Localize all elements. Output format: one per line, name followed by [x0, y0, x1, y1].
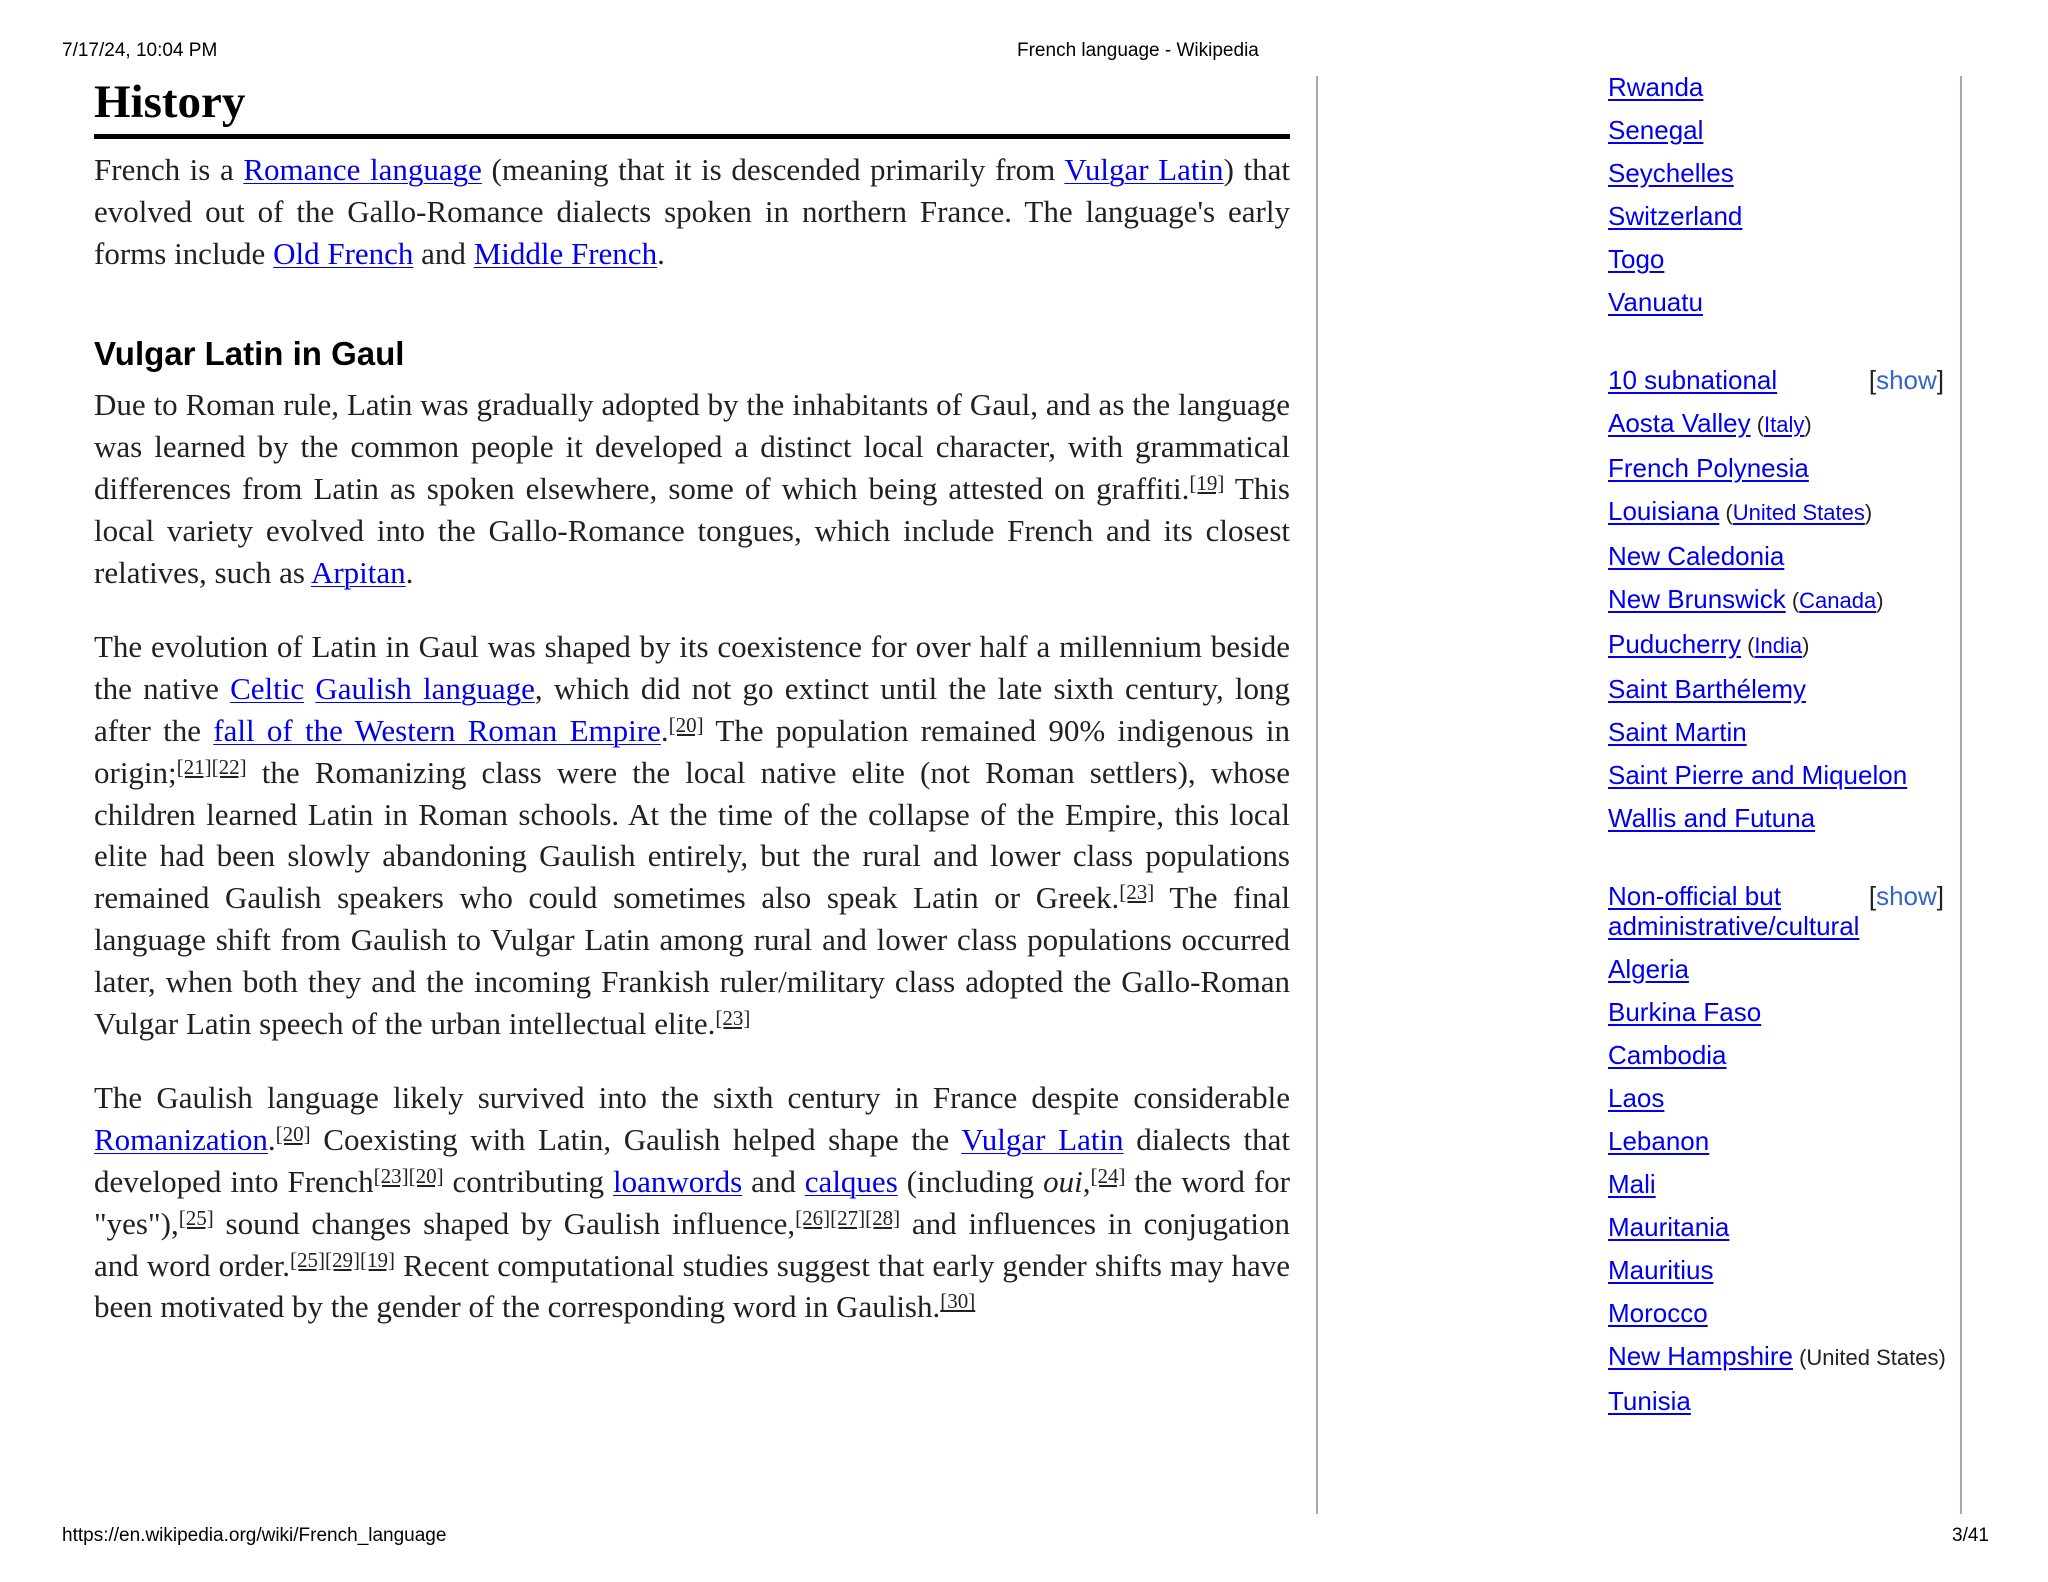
- list-item: [1608, 954, 1948, 984]
- list-item: [1608, 1298, 1948, 1328]
- subnational-link[interactable]: 10 subnational: [1608, 365, 1778, 395]
- text: the word for "yes"),: [94, 1163, 1290, 1241]
- list-item: [1608, 803, 1948, 833]
- country-link[interactable]: Switzerland: [1608, 201, 1743, 231]
- region-link[interactable]: French Polynesia: [1608, 453, 1809, 483]
- bracket-text: [: [1868, 365, 1877, 395]
- text: , which did not go extinct until the late sixth century, long after the: [94, 671, 1291, 748]
- list-item: [1608, 287, 1948, 317]
- citation-link[interactable]: [19]: [360, 1247, 396, 1272]
- nonofficial-link[interactable]: Non-official but administrative/cultural: [1608, 881, 1860, 941]
- region-link[interactable]: Puducherry: [1608, 629, 1741, 659]
- paren-text: (: [1740, 633, 1755, 658]
- list-item: [1608, 760, 1948, 790]
- citation-link[interactable]: [24]: [1090, 1163, 1126, 1188]
- text: the Romanizing class were the local native elite (not Roman settlers), whose children learned Latin in Roman schools. At the time of the collapse of the Empire, this local elite had been slowly abandoning Gaulish entirely, but the rural and lower class populations remained Gaulish speakers who could sometimes also speak Latin or Greek.: [94, 754, 1290, 916]
- text: The final language shift from Gaulish to Vulgar Latin among rural and lower class populations occurred later, when both they and the incoming Frankish ruler/military class adopted the Gallo-Roman Vulgar Latin speech of the urban intellectual elite.: [94, 880, 1290, 1041]
- country-link[interactable]: Vanuatu: [1608, 287, 1703, 317]
- citation-link[interactable]: [20]: [668, 712, 704, 737]
- link-celtic[interactable]: Celtic: [230, 671, 305, 707]
- country-link[interactable]: Burkina Faso: [1608, 997, 1762, 1027]
- list-item: [1608, 1341, 1948, 1373]
- link-calques[interactable]: calques: [804, 1163, 898, 1199]
- text: French is a: [94, 152, 244, 187]
- text: and: [742, 1163, 805, 1199]
- text: This local variety evolved into the Gallo-Romance tongues, which include French and its closest relatives, such as: [94, 470, 1290, 590]
- print-page-title: French language - Wikipedia: [1017, 40, 1259, 61]
- text: .: [660, 712, 669, 748]
- print-page-number: 3/41: [1952, 1525, 1989, 1546]
- citation-link[interactable]: [25]: [178, 1205, 214, 1230]
- paren-text: (: [1785, 588, 1800, 613]
- text: and: [413, 235, 474, 271]
- list-item: [1608, 541, 1948, 571]
- region-note: [1719, 500, 1872, 525]
- country-link[interactable]: Togo: [1608, 244, 1665, 274]
- citation-link[interactable]: [23]: [715, 1005, 751, 1030]
- text: Due to Roman rule, Latin was gradually adopted by the inhabitants of Gaul, and as the language was learned by the common people it developed a distinct local character, with grammatical differences from Latin as spoken elsewhere, some of which being attested on graffiti.: [94, 387, 1290, 506]
- list-item: [1608, 453, 1948, 483]
- list-item: [1608, 201, 1948, 231]
- region-note: [1751, 412, 1812, 437]
- section-heading-history: History: [94, 72, 1290, 139]
- spacer: [1608, 846, 1948, 881]
- country-link[interactable]: Mali: [1608, 1169, 1656, 1199]
- citation-link[interactable]: [29]: [325, 1247, 361, 1272]
- list-item: [1608, 496, 1948, 528]
- list-item: [1608, 1169, 1948, 1199]
- list-item: [1608, 1386, 1948, 1416]
- paragraph-intro: [94, 149, 1290, 274]
- link-romance-language[interactable]: Romance language: [243, 152, 482, 187]
- country-link[interactable]: United States: [1732, 500, 1865, 525]
- italic-term: oui: [1043, 1163, 1083, 1199]
- citation-link[interactable]: [30]: [940, 1289, 976, 1314]
- text: dialects that developed into French: [94, 1122, 1290, 1199]
- list-item: [1608, 244, 1948, 274]
- nonofficial-header: [1608, 881, 1948, 941]
- text: and influences in conjugation and word order.: [94, 1205, 1290, 1283]
- region-link[interactable]: Wallis and Futuna: [1608, 803, 1816, 833]
- country-link[interactable]: Canada: [1799, 588, 1877, 613]
- text: .: [657, 235, 665, 271]
- region-note: (United States): [1792, 1345, 1946, 1370]
- region-link[interactable]: Saint Martin: [1608, 717, 1747, 747]
- region-note: [1741, 633, 1810, 658]
- country-link[interactable]: Senegal: [1608, 115, 1704, 145]
- link-romanization[interactable]: Romanization: [94, 1122, 268, 1158]
- country-link[interactable]: India: [1754, 633, 1803, 658]
- bracket-text: ]: [1936, 365, 1944, 395]
- list-item: [1608, 997, 1948, 1027]
- text: (including: [897, 1163, 1044, 1199]
- link-arpitan[interactable]: Arpitan: [310, 554, 406, 590]
- paren-text: ): [1802, 633, 1810, 658]
- text: .: [405, 554, 414, 590]
- link-middle-french[interactable]: Middle French: [473, 235, 658, 271]
- infobox-country-list: [1608, 72, 1948, 1429]
- text: The Gaulish language likely survived into the sixth century in France despite considerable: [94, 1080, 1290, 1116]
- print-url: https://en.wikipedia.org/wiki/French_language: [62, 1525, 447, 1546]
- text: Recent computational studies suggest that early gender shifts may have been motivated by the gender of the corresponding word in Gaulish.: [94, 1247, 1291, 1325]
- link-gaulish-language[interactable]: Gaulish language: [315, 671, 535, 707]
- link-old-french[interactable]: Old French: [273, 235, 414, 271]
- show-toggle-link[interactable]: show: [1876, 881, 1937, 911]
- bracket-text: [: [1868, 881, 1877, 911]
- list-item: [1608, 629, 1948, 661]
- list-item: [1608, 72, 1948, 102]
- collapse-toggle: [1869, 881, 1944, 911]
- country-link[interactable]: Morocco: [1608, 1298, 1708, 1328]
- region-note: [1786, 588, 1884, 613]
- citation-link[interactable]: [20]: [408, 1163, 444, 1188]
- text: ) that evolved out of the Gallo-Romance dialects spoken in northern France. The language's early forms include: [94, 152, 1290, 271]
- citation-link[interactable]: [22]: [211, 754, 247, 779]
- paren-text: (: [1750, 412, 1765, 437]
- paragraph-evolution: [94, 626, 1290, 1044]
- list-item: [1608, 1212, 1948, 1242]
- bracket-text: ]: [1936, 881, 1944, 911]
- link-vulgar-latin[interactable]: Vulgar Latin: [961, 1122, 1124, 1158]
- text: Coexisting with Latin, Gaulish helped shape the: [310, 1122, 962, 1158]
- citation-link[interactable]: [25]: [290, 1247, 326, 1272]
- citation-link[interactable]: [19]: [1189, 470, 1225, 495]
- citation-link[interactable]: [28]: [865, 1205, 901, 1230]
- list-item: [1608, 717, 1948, 747]
- region-link[interactable]: New Hampshire: [1608, 1341, 1793, 1371]
- region-link[interactable]: New Caledonia: [1608, 541, 1785, 571]
- country-link[interactable]: Cambodia: [1608, 1040, 1727, 1070]
- infobox-left-border: [1316, 76, 1318, 1514]
- link-vulgar-latin[interactable]: Vulgar Latin: [1064, 152, 1224, 187]
- paragraph-roman-rule: [94, 384, 1290, 593]
- subsection-heading-vulgar-latin-in-gaul: Vulgar Latin in Gaul: [94, 335, 405, 373]
- citation-link[interactable]: [26]: [795, 1205, 831, 1230]
- citation-link[interactable]: [23]: [373, 1163, 409, 1188]
- paren-text: ): [1864, 500, 1873, 525]
- citation-link[interactable]: [23]: [1119, 880, 1155, 905]
- country-link[interactable]: Italy: [1764, 412, 1805, 437]
- spacer: [1608, 330, 1948, 365]
- print-date: 7/17/24, 10:04 PM: [62, 40, 218, 61]
- citation-link[interactable]: [20]: [275, 1122, 311, 1147]
- text: (meaning that it is descended primarily from: [481, 152, 1065, 187]
- list-item: [1608, 1126, 1948, 1156]
- citation-link[interactable]: [27]: [830, 1205, 866, 1230]
- link-fall-of-western-roman-empire[interactable]: fall of the Western Roman Empire: [213, 712, 661, 748]
- list-item: [1608, 115, 1948, 145]
- country-link[interactable]: Mauritius: [1608, 1255, 1714, 1285]
- country-link[interactable]: Mauritania: [1608, 1212, 1730, 1242]
- article-content: [94, 72, 1290, 1328]
- list-item: [1608, 158, 1948, 188]
- country-link[interactable]: Tunisia: [1608, 1386, 1691, 1416]
- list-item: [1608, 584, 1948, 616]
- paragraph-gaulish-survival: [94, 1077, 1290, 1328]
- subnational-header: [1608, 365, 1948, 395]
- text: .: [267, 1122, 276, 1158]
- paren-text: ): [1804, 412, 1812, 437]
- collapse-toggle: [1869, 365, 1944, 395]
- infobox-right-border: [1960, 76, 1962, 1514]
- text: [304, 671, 315, 706]
- citation-link[interactable]: [21]: [176, 754, 212, 779]
- region-link[interactable]: Louisiana: [1608, 496, 1720, 526]
- text: The evolution of Latin in Gaul was shaped by its coexistence for over half a millennium beside the native: [94, 629, 1290, 707]
- country-link[interactable]: Algeria: [1608, 954, 1689, 984]
- text: contributing: [443, 1163, 613, 1199]
- list-item: [1608, 1040, 1948, 1070]
- paren-text: (: [1719, 500, 1733, 525]
- list-item: [1608, 408, 1948, 440]
- country-link[interactable]: Lebanon: [1608, 1126, 1710, 1156]
- text: ,: [1082, 1163, 1091, 1199]
- text: The population remained 90% indigenous in origin;: [94, 712, 1290, 790]
- link-loanwords[interactable]: loanwords: [613, 1163, 743, 1199]
- country-link[interactable]: Rwanda: [1608, 72, 1704, 102]
- list-item: [1608, 674, 1948, 704]
- region-link[interactable]: Aosta Valley: [1608, 408, 1751, 438]
- text: sound changes shaped by Gaulish influence,: [213, 1205, 796, 1241]
- region-link[interactable]: New Brunswick: [1608, 584, 1786, 614]
- paren-text: ): [1876, 588, 1884, 613]
- list-item: [1608, 1255, 1948, 1285]
- region-link[interactable]: Saint Barthélemy: [1608, 674, 1806, 704]
- list-item: [1608, 1083, 1948, 1113]
- show-toggle-link[interactable]: show: [1876, 365, 1937, 395]
- country-link[interactable]: Seychelles: [1608, 158, 1734, 188]
- country-link[interactable]: Laos: [1608, 1083, 1665, 1113]
- region-link[interactable]: Saint Pierre and Miquelon: [1608, 760, 1908, 790]
